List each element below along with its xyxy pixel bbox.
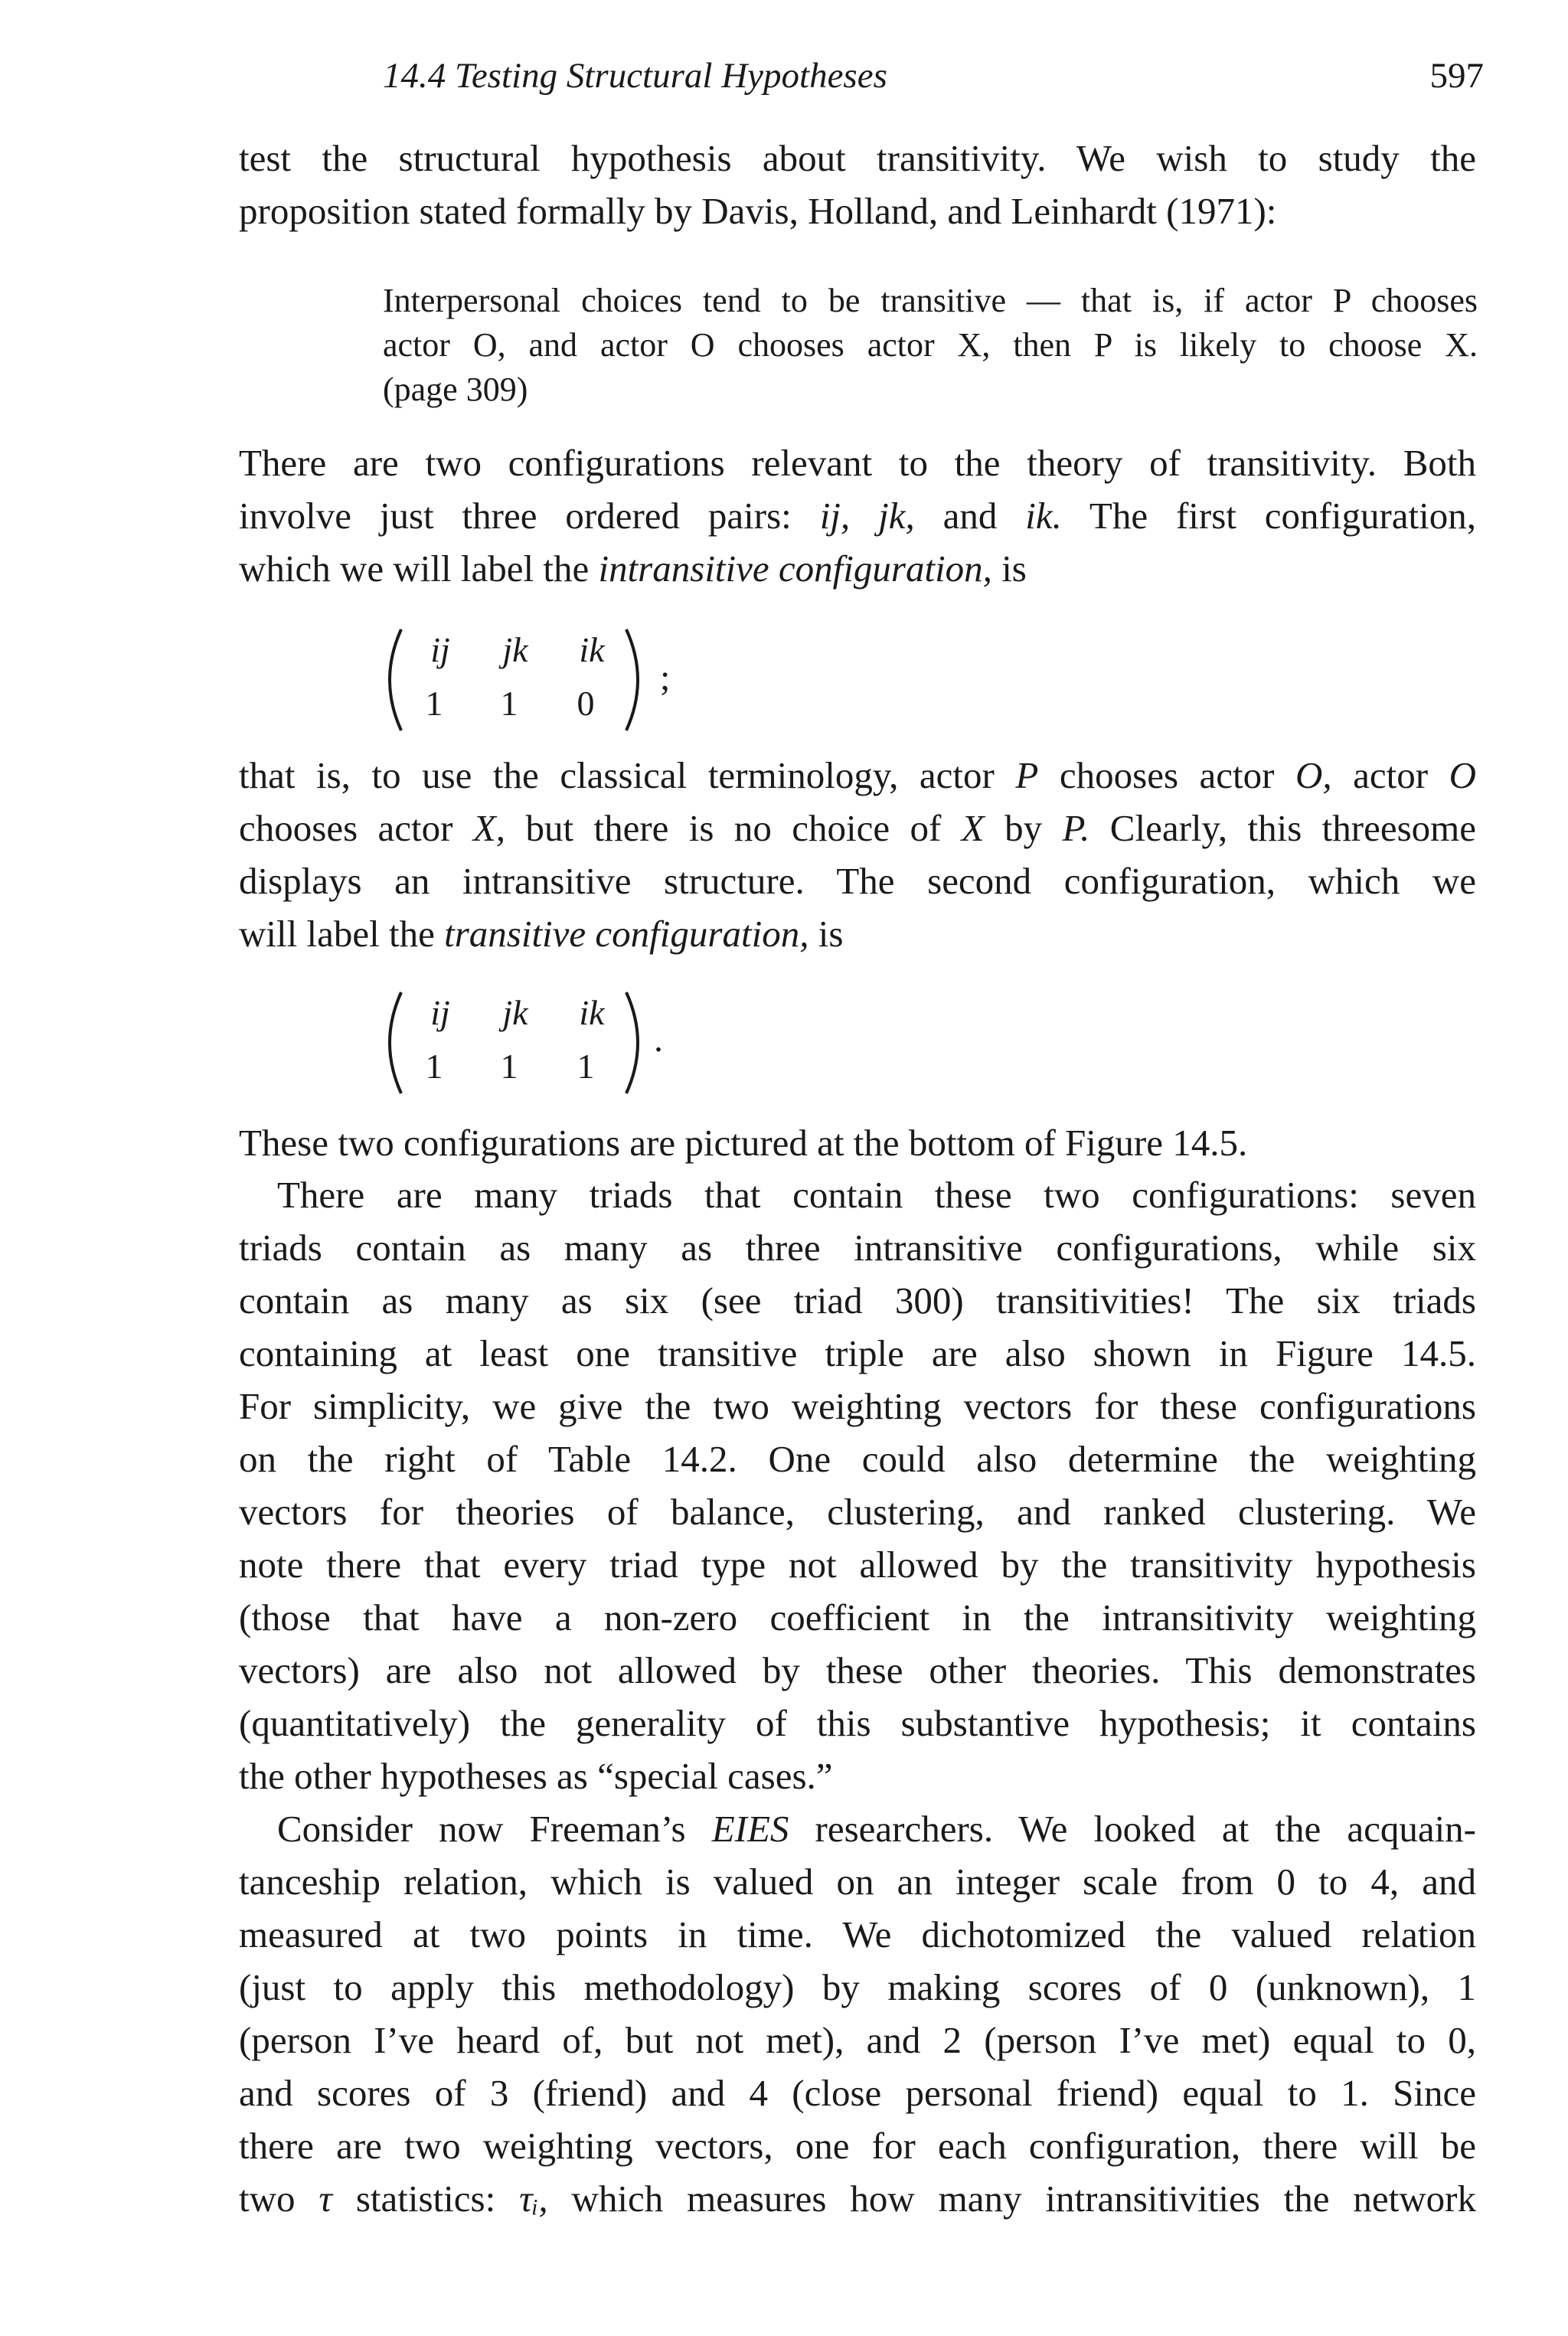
matrix-header-cell: ik xyxy=(579,630,605,669)
right-paren-icon xyxy=(622,989,652,1096)
text-line: These two configurations are pictured at the bottom of Figure 14.5. xyxy=(239,1122,1248,1164)
matrix-header-cell: jk xyxy=(502,630,528,669)
matrix-value-cell: 1 xyxy=(500,1047,518,1086)
matrix-value-cell: 1 xyxy=(425,1047,443,1086)
paragraph-triads xyxy=(239,1168,1476,1802)
text-line: which we will label the intransitive configuration, is xyxy=(239,547,1027,590)
matrix-punctuation: ; xyxy=(660,658,671,698)
text-line: displays an intransitive structure. The second configuration, which we xyxy=(239,860,1476,902)
text-line: contain as many as six (see triad 300) transitivities! The six triads xyxy=(239,1279,1476,1322)
matrix-value-cell: 1 xyxy=(425,684,443,723)
running-header xyxy=(383,55,1484,116)
matrix-header-cell: ij xyxy=(430,630,450,669)
text-line: There are many triads that contain these two configurations: seven xyxy=(277,1174,1476,1216)
text-line: there are two weighting vectors, one for each configuration, there will be xyxy=(239,2125,1476,2167)
matrix-header-cell: ik xyxy=(579,993,605,1032)
text-line: the other hypotheses as “special cases.” xyxy=(239,1755,833,1797)
text-line: For simplicity, we give the two weighting vectors for these configurations xyxy=(239,1385,1476,1427)
text-line: vectors for theories of balance, clustering, and ranked clustering. We xyxy=(239,1491,1476,1533)
transitive-configuration-matrix xyxy=(375,989,743,1104)
paragraph-intro xyxy=(239,132,1476,237)
text-line: involve just three ordered pairs: ij, jk, and ik. The first configuration, xyxy=(239,495,1477,537)
text-line: will label the transitive configuration, is xyxy=(239,913,844,955)
text-line: triads contain as many as three intransitive configurations, while six xyxy=(239,1227,1476,1269)
block-quote xyxy=(383,279,1478,412)
text-line: (just to apply this methodology) by making scores of 0 (unknown), 1 xyxy=(239,1966,1476,2008)
matrix-value-cell: 1 xyxy=(500,684,518,723)
text-line: (person I’ve heard of, but not met), and 2 (person I’ve met) equal to 0, xyxy=(239,2019,1476,2061)
matrix-header-cell: jk xyxy=(502,993,528,1032)
quote-line: Interpersonal choices tend to be transitive — that is, if actor P chooses xyxy=(383,282,1478,319)
text-line: There are two configurations relevant to the theory of transitivity. Both xyxy=(239,442,1476,484)
text-line: that is, to use the classical terminology, actor P chooses actor O, actor O xyxy=(239,754,1477,796)
text-line: test the structural hypothesis about transitivity. We wish to study the xyxy=(239,137,1476,179)
text-line: vectors) are also not allowed by these other theories. This demonstrates xyxy=(239,1649,1476,1691)
text-line: (those that have a non-zero coefficient in the intransitivity weighting xyxy=(239,1596,1476,1638)
text-line: proposition stated formally by Davis, Holland, and Leinhardt (1971): xyxy=(239,190,1277,232)
section-title: 14.4 Testing Structural Hypotheses xyxy=(383,56,887,96)
text-line: tanceship relation, which is valued on an integer scale from 0 to 4, and xyxy=(239,1861,1476,1903)
text-line: and scores of 3 (friend) and 4 (close personal friend) equal to 1. Since xyxy=(239,2072,1476,2114)
matrix-punctuation: . xyxy=(654,1019,663,1060)
paragraph-figure-ref xyxy=(239,1116,1476,1169)
quote-line: actor O, and actor O chooses actor X, then P is likely to choose X. xyxy=(383,326,1478,364)
matrix-value-cell: 0 xyxy=(577,684,595,723)
quote-line: (page 309) xyxy=(383,371,528,408)
intransitive-configuration-matrix xyxy=(375,626,743,741)
matrix-value-cell: 1 xyxy=(577,1047,595,1086)
page-number: 597 xyxy=(1429,56,1484,96)
text-line: measured at two points in time. We dichotomized the valued relation xyxy=(239,1913,1476,1955)
text-line: note there that every triad type not allowed by the transitivity hypothesis xyxy=(239,1544,1476,1586)
text-line: containing at least one transitive triple are also shown in Figure 14.5. xyxy=(239,1332,1476,1374)
paragraph-intransitive xyxy=(239,749,1476,960)
paragraph-configurations xyxy=(239,436,1476,595)
paragraph-eies xyxy=(239,1802,1476,2225)
matrix-header-cell: ij xyxy=(430,993,450,1032)
text-line: two τ statistics: τᵢ, which measures how many intransitivities the network xyxy=(239,2178,1476,2220)
right-paren-icon xyxy=(622,626,652,733)
text-line: chooses actor X, but there is no choice of X by P. Clearly, this threesome xyxy=(239,807,1477,849)
text-line: Consider now Freeman’s EIES researchers. We looked at the acquain- xyxy=(277,1808,1476,1850)
text-line: on the right of Table 14.2. One could also determine the weighting xyxy=(239,1438,1476,1480)
text-line: (quantitatively) the generality of this substantive hypothesis; it contains xyxy=(239,1702,1476,1744)
